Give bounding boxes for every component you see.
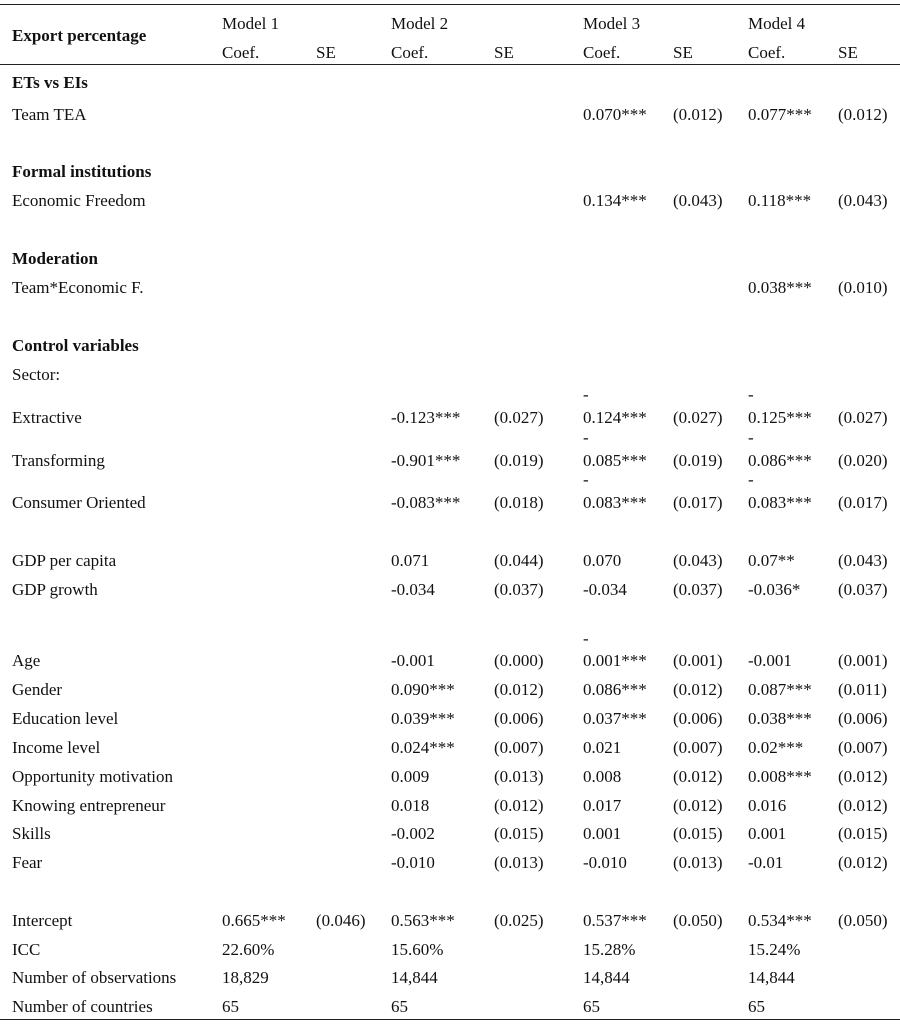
coef-cell: -0.01 bbox=[748, 853, 784, 872]
row-label: Education level bbox=[12, 709, 119, 728]
coef-header-4: Coef. bbox=[748, 43, 786, 62]
coef-cell: 0.086*** bbox=[748, 451, 812, 470]
coef-cell: 0.086*** bbox=[583, 680, 647, 699]
se-cell: (0.012) bbox=[494, 680, 544, 699]
coef-cell: 0.001*** bbox=[583, 651, 647, 670]
se-cell: (0.007) bbox=[673, 738, 723, 757]
coef-header-1: Coef. bbox=[222, 43, 260, 62]
se-cell: (0.013) bbox=[673, 853, 723, 872]
section-control-variables: Control variables bbox=[12, 336, 139, 355]
coef-cell: 0.665*** bbox=[222, 911, 286, 930]
row-label: ICC bbox=[12, 940, 41, 959]
coef-cell: -0.036* bbox=[748, 580, 801, 599]
coef-cell: 0.038*** bbox=[748, 709, 812, 728]
coef-cell: 0.087*** bbox=[748, 680, 812, 699]
coef-cell: -0.034 bbox=[583, 580, 627, 599]
se-cell: (0.044) bbox=[494, 551, 544, 570]
minus-sign: - bbox=[583, 470, 589, 489]
row-label: Team*Economic F. bbox=[12, 278, 144, 297]
row-label: Income level bbox=[12, 738, 101, 757]
se-cell: (0.007) bbox=[838, 738, 888, 757]
se-cell: (0.006) bbox=[673, 709, 723, 728]
se-cell: (0.017) bbox=[673, 493, 723, 512]
se-cell: (0.012) bbox=[673, 105, 723, 124]
coef-cell: 0.021 bbox=[583, 738, 622, 757]
se-header-4: SE bbox=[838, 43, 858, 62]
row-label: Consumer Oriented bbox=[12, 493, 146, 512]
se-header-1: SE bbox=[316, 43, 336, 62]
se-cell: (0.012) bbox=[838, 796, 888, 815]
minus-sign: - bbox=[583, 428, 589, 447]
coef-cell: 0.537*** bbox=[583, 911, 647, 930]
coef-cell: 0.070 bbox=[583, 551, 622, 570]
coef-cell: 0.039*** bbox=[391, 709, 455, 728]
se-cell: (0.012) bbox=[673, 680, 723, 699]
se-cell: (0.037) bbox=[838, 580, 888, 599]
coef-cell: 0.071 bbox=[391, 551, 430, 570]
coef-cell: -0.123*** bbox=[391, 408, 461, 427]
coef-cell: 65 bbox=[391, 997, 408, 1016]
coef-cell: 0.008 bbox=[583, 767, 622, 786]
se-cell: (0.000) bbox=[494, 651, 544, 670]
coef-cell: -0.001 bbox=[748, 651, 792, 670]
coef-cell: 0.070*** bbox=[583, 105, 647, 124]
coef-cell: 15.60% bbox=[391, 940, 444, 959]
minus-sign: - bbox=[748, 470, 754, 489]
se-cell: (0.012) bbox=[838, 767, 888, 786]
se-cell: (0.017) bbox=[838, 493, 888, 512]
coef-cell: 0.534*** bbox=[748, 911, 812, 930]
se-cell: (0.012) bbox=[673, 767, 723, 786]
row-label: Skills bbox=[12, 824, 51, 843]
se-cell: (0.019) bbox=[673, 451, 723, 470]
sector-label: Sector: bbox=[12, 365, 61, 384]
se-cell: (0.027) bbox=[673, 408, 723, 427]
row-label: Number of countries bbox=[12, 997, 153, 1016]
coef-cell: 0.125*** bbox=[748, 408, 812, 427]
se-cell: (0.025) bbox=[494, 911, 544, 930]
coef-cell: 0.077*** bbox=[748, 105, 812, 124]
coef-cell: -0.010 bbox=[583, 853, 627, 872]
se-cell: (0.037) bbox=[673, 580, 723, 599]
se-cell: (0.006) bbox=[494, 709, 544, 728]
row-label: Economic Freedom bbox=[12, 191, 146, 210]
coef-cell: 0.001 bbox=[748, 824, 787, 843]
coef-cell: 0.085*** bbox=[583, 451, 647, 470]
corner-label: Export percentage bbox=[12, 26, 147, 45]
section-moderation: Moderation bbox=[12, 249, 98, 268]
coef-cell: 15.24% bbox=[748, 940, 801, 959]
se-cell: (0.043) bbox=[673, 551, 723, 570]
coef-cell: -0.034 bbox=[391, 580, 435, 599]
se-header-2: SE bbox=[494, 43, 514, 62]
section-ets-vs-eis: ETs vs EIs bbox=[12, 73, 88, 92]
model-4-header: Model 4 bbox=[748, 14, 806, 33]
row-label: Number of observations bbox=[12, 968, 177, 987]
coef-header-2: Coef. bbox=[391, 43, 429, 62]
se-cell: (0.043) bbox=[838, 551, 888, 570]
coef-cell: 0.083*** bbox=[748, 493, 812, 512]
coef-cell: 15.28% bbox=[583, 940, 636, 959]
se-cell: (0.027) bbox=[494, 408, 544, 427]
coef-cell: -0.901*** bbox=[391, 451, 461, 470]
row-label: Extractive bbox=[12, 408, 82, 427]
coef-cell: 0.018 bbox=[391, 796, 430, 815]
row-label: Opportunity motivation bbox=[12, 767, 174, 786]
coef-cell: 0.037*** bbox=[583, 709, 647, 728]
se-cell: (0.015) bbox=[673, 824, 723, 843]
se-cell: (0.046) bbox=[316, 911, 366, 930]
minus-sign: - bbox=[748, 385, 754, 404]
se-cell: (0.006) bbox=[838, 709, 888, 728]
coef-cell: 14,844 bbox=[583, 968, 630, 987]
se-cell: (0.013) bbox=[494, 767, 544, 786]
se-cell: (0.001) bbox=[838, 651, 888, 670]
bottom-rule bbox=[0, 1019, 900, 1020]
se-cell: (0.013) bbox=[494, 853, 544, 872]
coef-cell: 0.07** bbox=[748, 551, 795, 570]
section-formal-institutions: Formal institutions bbox=[12, 162, 152, 181]
coef-cell: -0.002 bbox=[391, 824, 435, 843]
se-cell: (0.043) bbox=[838, 191, 888, 210]
coef-cell: 0.563*** bbox=[391, 911, 455, 930]
se-cell: (0.001) bbox=[673, 651, 723, 670]
coef-cell: 0.009 bbox=[391, 767, 430, 786]
model-3-header: Model 3 bbox=[583, 14, 641, 33]
se-cell: (0.012) bbox=[838, 105, 888, 124]
row-label: GDP per capita bbox=[12, 551, 117, 570]
coef-cell: 0.038*** bbox=[748, 278, 812, 297]
minus-sign: - bbox=[748, 428, 754, 447]
se-cell: (0.027) bbox=[838, 408, 888, 427]
coef-cell: 65 bbox=[583, 997, 600, 1016]
coef-cell: 22.60% bbox=[222, 940, 275, 959]
coef-header-3: Coef. bbox=[583, 43, 621, 62]
top-rule bbox=[0, 4, 900, 5]
coef-cell: 0.017 bbox=[583, 796, 622, 815]
coef-cell: 0.083*** bbox=[583, 493, 647, 512]
coef-cell: 0.134*** bbox=[583, 191, 647, 210]
coef-cell: 0.008*** bbox=[748, 767, 812, 786]
model-2-header: Model 2 bbox=[391, 14, 449, 33]
se-cell: (0.015) bbox=[494, 824, 544, 843]
se-cell: (0.015) bbox=[838, 824, 888, 843]
se-cell: (0.012) bbox=[673, 796, 723, 815]
se-cell: (0.050) bbox=[673, 911, 723, 930]
se-cell: (0.010) bbox=[838, 278, 888, 297]
coef-cell: -0.010 bbox=[391, 853, 435, 872]
se-header-3: SE bbox=[673, 43, 693, 62]
coef-cell: 0.024*** bbox=[391, 738, 455, 757]
se-cell: (0.020) bbox=[838, 451, 888, 470]
row-label: GDP growth bbox=[12, 580, 98, 599]
coef-cell: -0.083*** bbox=[391, 493, 461, 512]
coef-cell: 0.02*** bbox=[748, 738, 804, 757]
coef-cell: 14,844 bbox=[748, 968, 795, 987]
row-label: Gender bbox=[12, 680, 63, 699]
coef-cell: 65 bbox=[222, 997, 239, 1016]
header-rule bbox=[0, 64, 900, 65]
row-label: Transforming bbox=[12, 451, 105, 470]
se-cell: (0.011) bbox=[838, 680, 887, 699]
coef-cell: 0.001 bbox=[583, 824, 622, 843]
se-cell: (0.037) bbox=[494, 580, 544, 599]
coef-cell: 0.016 bbox=[748, 796, 787, 815]
se-cell: (0.018) bbox=[494, 493, 544, 512]
se-cell: (0.050) bbox=[838, 911, 888, 930]
row-label: Intercept bbox=[12, 911, 73, 930]
coef-cell: 0.090*** bbox=[391, 680, 455, 699]
row-label: Team TEA bbox=[12, 105, 87, 124]
coef-cell: 0.118*** bbox=[748, 191, 812, 210]
se-cell: (0.043) bbox=[673, 191, 723, 210]
coef-cell: 14,844 bbox=[391, 968, 438, 987]
row-label: Knowing entrepreneur bbox=[12, 796, 166, 815]
se-cell: (0.012) bbox=[838, 853, 888, 872]
minus-sign: - bbox=[583, 629, 589, 648]
se-cell: (0.019) bbox=[494, 451, 544, 470]
coef-cell: -0.001 bbox=[391, 651, 435, 670]
se-cell: (0.007) bbox=[494, 738, 544, 757]
minus-sign: - bbox=[583, 385, 589, 404]
coef-cell: 0.124*** bbox=[583, 408, 647, 427]
model-1-header: Model 1 bbox=[222, 14, 280, 33]
row-label: Fear bbox=[12, 853, 43, 872]
row-label: Age bbox=[12, 651, 41, 670]
coef-cell: 65 bbox=[748, 997, 765, 1016]
se-cell: (0.012) bbox=[494, 796, 544, 815]
coef-cell: 18,829 bbox=[222, 968, 269, 987]
